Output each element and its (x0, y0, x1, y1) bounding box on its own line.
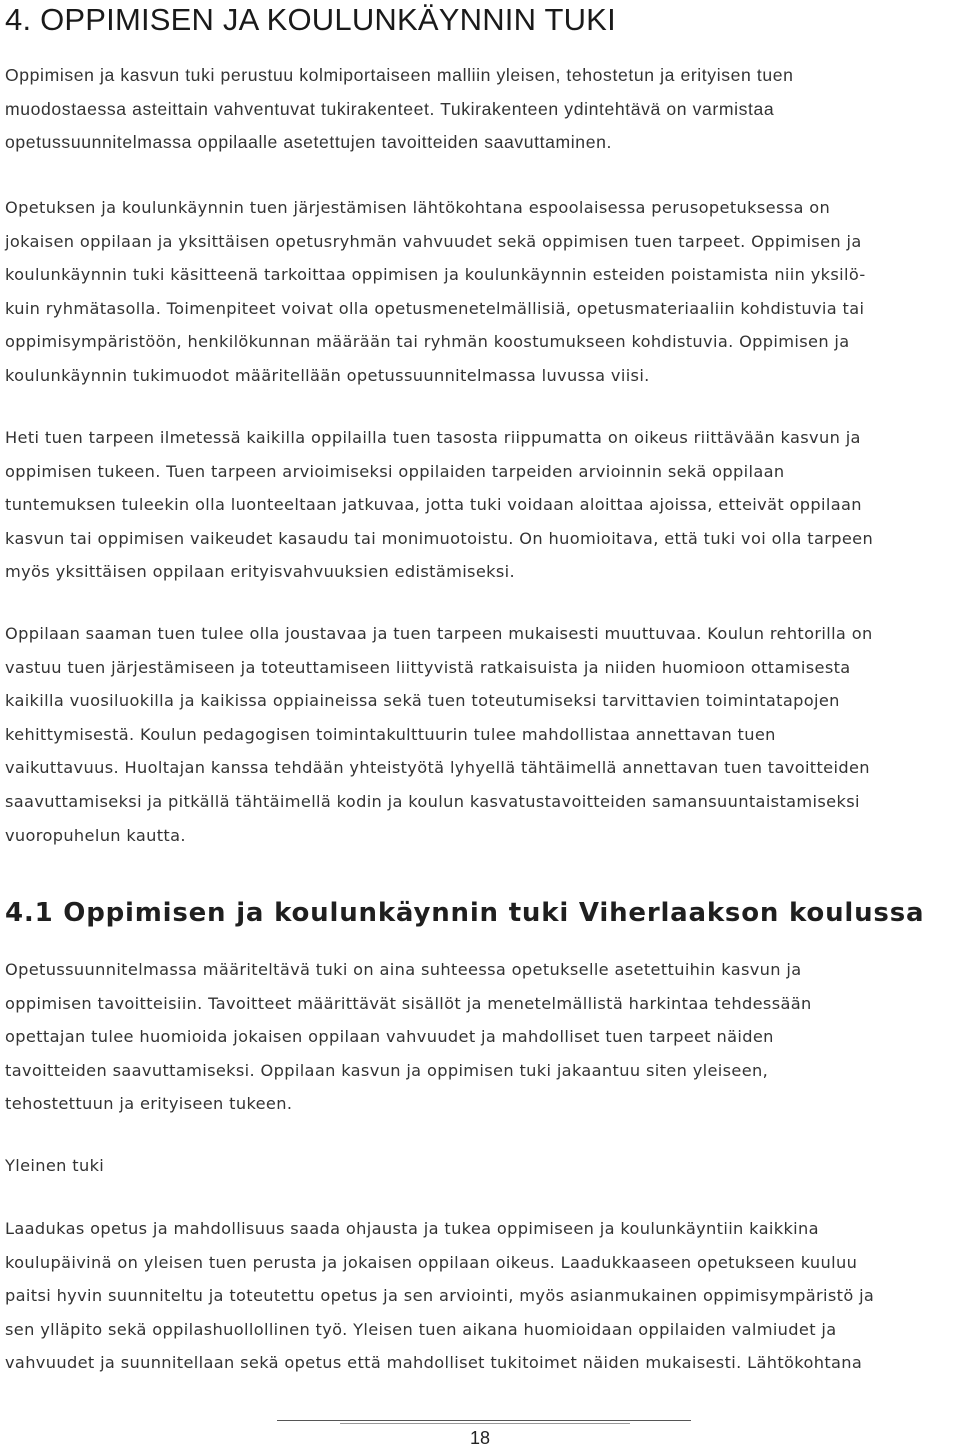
paragraph-line: koulunkäynnin tukimuodot määritellään opetussuunnitelmassa luvussa viisi. (5, 365, 650, 385)
paragraph-line: tavoitteiden saavuttamiseksi. Oppilaan kasvun ja oppimisen tuki jakaantuu siten yleiseen, (5, 1060, 769, 1080)
paragraph-line: saavuttamiseksi ja pitkällä tähtäimellä kodin ja koulun kasvatustavoitteiden samansuuntaistamiseksi (5, 791, 860, 811)
page-number: 18 (469, 1428, 491, 1448)
paragraph-line: kasvun tai oppimisen vaikeudet kasaudu tai monimuotoistu. On huomioitava, että tuki voi olla tarpeen (5, 528, 874, 548)
paragraph-line: kehittymisestä. Koulun pedagogisen toimintakulttuurin tulee mahdollistaa annettavan tuen (5, 724, 776, 744)
paragraph-line: myös yksittäisen oppilaan erityisvahvuuksien edistämiseksi. (5, 562, 516, 582)
paragraph-line: oppimisen tavoitteisiin. Tavoitteet määrittävät sisällöt ja menetelmällistä harkintaa tehdessään (5, 993, 812, 1013)
footer-rule-secondary (340, 1423, 630, 1424)
support-right-paragraph (5, 421, 957, 589)
paragraph-line: opetussuunnitelmassa oppilaalle asetettujen tavoitteiden saavuttaminen. (5, 132, 612, 153)
paragraph-line: muodostaessa asteittain vahventuvat tukirakenteet. Tukirakenteen ydintehtävä on varmistaa (5, 98, 775, 119)
section-heading: 4.1 Oppimisen ja koulunkäynnin tuki Viherlaakson koulussa (5, 898, 925, 928)
footer-rule (277, 1420, 691, 1421)
paragraph-line: koulunkäynnin tuki käsitteenä tarkoittaa oppimisen ja koulunkäynnin esteiden poistamista niin yksilö- (5, 265, 866, 285)
school-support-paragraph (5, 953, 957, 1121)
paragraph-line: Oppimisen ja kasvun tuki perustuu kolmiportaiseen malliin yleisen, tehostetun ja erityisen tuen (5, 65, 794, 85)
paragraph-line: vahvuudet ja suunnitellaan sekä opetus että mahdolliset tukitoimet näiden mukaisesti. Lähtökohtana (5, 1353, 863, 1373)
paragraph-line: paitsi hyvin suunniteltu ja toteutettu opetus ja sen arviointi, myös asianmukainen oppimisympäristö ja (5, 1286, 875, 1306)
general-support-paragraph (5, 1212, 957, 1380)
paragraph-line: Laadukas opetus ja mahdollisuus saada ohjausta ja tukea oppimiseen ja koulunkäyntiin kaikkina (5, 1219, 819, 1238)
general-support-label (5, 1149, 957, 1183)
paragraph-line: tehostettuun ja erityiseen tukeen. (5, 1094, 293, 1114)
paragraph-line: kaikilla vuosiluokilla ja kaikissa oppiaineissa sekä tuen toteutumiseksi tarvittavien toimintatapojen (5, 691, 840, 711)
paragraph-line: Opetussuunnitelmassa määriteltävä tuki on aina suhteessa opetukselle asetettuihin kasvun ja (5, 960, 802, 979)
paragraph-line: sen ylläpito sekä oppilashuollollinen työ. Yleisen tuen aikana huomioidaan oppilaiden valmiudet ja (5, 1319, 837, 1339)
paragraph-line: opettajan tulee huomioida jokaisen oppilaan vahvuudet ja mahdolliset tuen tarpeet näiden (5, 1027, 774, 1047)
paragraph-line: koulupäivinä on yleisen tuen perusta ja jokaisen oppilaan oikeus. Laadukkaaseen opetukseen kuuluu (5, 1252, 858, 1272)
paragraph-line: Oppilaan saaman tuen tulee olla joustavaa ja tuen tarpeen mukaisesti muuttuvaa. Koulun rehtorilla on (5, 624, 873, 643)
flexible-support-paragraph (5, 617, 957, 852)
paragraph-line: tuntemuksen tuleekin olla luonteeltaan jatkuvaa, jotta tuki voidaan aloittaa ajoissa, etteivät oppilaan (5, 495, 862, 515)
paragraph-line: vastuu tuen järjestämiseen ja toteuttamiseen liittyvistä ratkaisuista ja niiden huomioon ottamisesta (5, 657, 851, 677)
chapter-heading: 4. OPPIMISEN JA KOULUNKÄYNNIN TUKI (5, 2, 616, 37)
paragraph-line: oppimisen tukeen. Tuen tarpeen arvioimiseksi oppilaiden tarpeiden arvioinnin sekä oppilaan (5, 461, 785, 481)
paragraph-line: jokaisen oppilaan ja yksittäisen opetusryhmän vahvuudet sekä oppimisen tuen tarpeet. Oppimisen ja (5, 231, 862, 251)
organisation-paragraph (5, 191, 957, 393)
paragraph-line: vuoropuhelun kautta. (5, 825, 186, 845)
paragraph-line: kuin ryhmätasolla. Toimenpiteet voivat olla opetusmenetelmällisiä, opetusmateriaaliin kohdistuvia tai (5, 298, 865, 318)
paragraph-line: Yleinen tuki (5, 1156, 105, 1175)
paragraph-line: oppimisympäristöön, henkilökunnan määrään tai ryhmän koostumukseen kohdistuvia. Oppimisen ja (5, 332, 850, 352)
paragraph-line: Opetuksen ja koulunkäynnin tuen järjestämisen lähtökohtana espoolaisessa perusopetuksessa on (5, 198, 831, 217)
paragraph-line: vaikuttavuus. Huoltajan kanssa tehdään yhteistyötä lyhyellä tähtäimellä annettavan tuen tavoitteiden (5, 758, 870, 778)
paragraph-line: Heti tuen tarpeen ilmetessä kaikilla oppilailla tuen tasosta riippumatta on oikeus riittävään kasvun ja (5, 428, 861, 447)
intro-paragraph (5, 59, 957, 160)
